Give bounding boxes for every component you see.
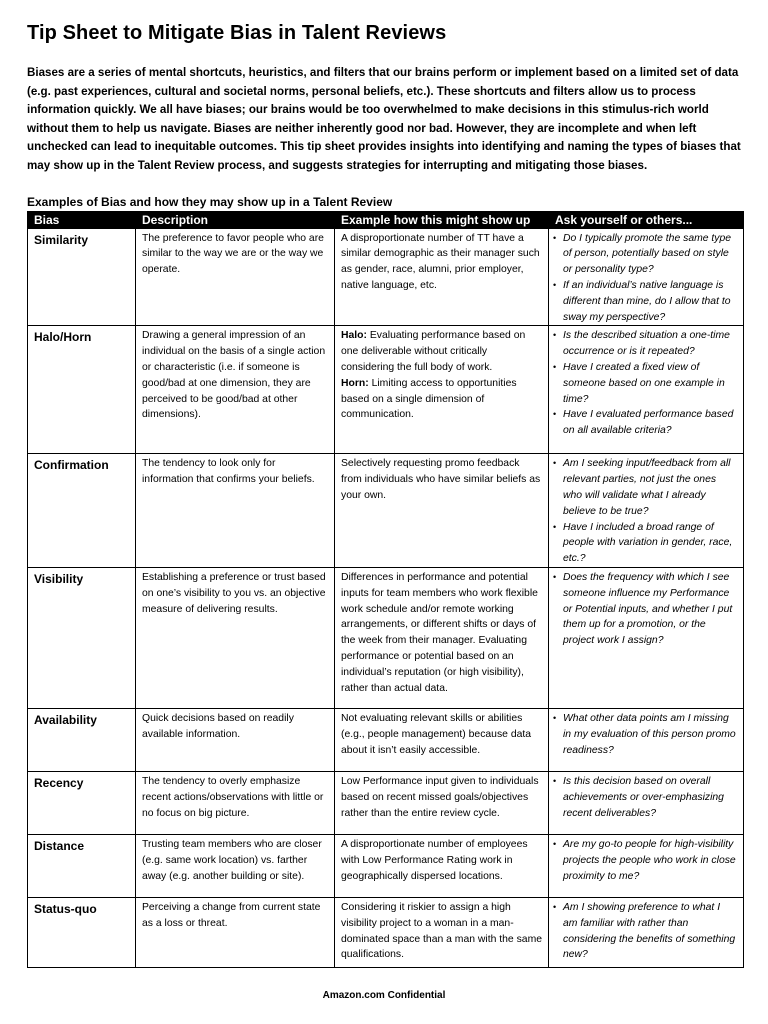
- ask-question-text: Am I showing preference to what I am familiar with rather than considering the benefits of something new?: [563, 901, 736, 961]
- bias-description-cell: The tendency to overly emphasize recent actions/observations with little or no focus on big picture.: [136, 771, 335, 834]
- example-block: [341, 837, 542, 884]
- bullet-icon: •: [553, 279, 557, 290]
- table-row: [28, 228, 744, 326]
- bias-example-cell: [335, 454, 549, 568]
- example-text: Considering it riskier to assign a high visibility project to a woman in a man-dominated space than a man with the same qualifications.: [341, 901, 543, 961]
- example-block: [341, 328, 542, 375]
- bullet-icon: •: [553, 409, 557, 420]
- bias-ask-cell: [549, 897, 744, 967]
- ask-question-text: Does the frequency with which I see someone influence my Performance or Potential inputs, and whether I put them up for a promotion, or the project work I assign?: [563, 571, 733, 647]
- ask-question-item: [553, 360, 737, 407]
- table-caption: Examples of Bias and how they may show up in a Talent Review: [27, 194, 393, 209]
- ask-question-item: [553, 278, 737, 325]
- example-text: Evaluating performance based on one deliverable without critically considering the full body of work.: [341, 330, 526, 373]
- bias-name-cell: Halo/Horn: [28, 326, 136, 454]
- ask-question-item: [553, 837, 737, 884]
- footer-confidential: Amazon.com Confidential: [322, 990, 446, 1001]
- ask-question-text: Have I included a broad range of people with variation in gender, race, etc.?: [563, 521, 733, 565]
- ask-question-text: Is the described situation a one-time occurrence or is it repeated?: [563, 330, 730, 358]
- example-text: Differences in performance and potential inputs for team members who work flexible work schedule and/or remote working arrangements, or different shifts or days of the week from their manager. Evaluating performance or potential based on an individual’s reputation (or high visibility), rather than actual data.: [341, 571, 538, 694]
- bias-example-cell: [335, 567, 549, 708]
- bias-description-cell: Trusting team members who are closer (e.g. same work location) vs. farther away (e.g. another building or site).: [136, 834, 335, 897]
- bias-example-cell: [335, 228, 549, 326]
- bullet-icon: •: [553, 775, 557, 786]
- bias-example-cell: [335, 897, 549, 967]
- bias-name-cell: Similarity: [28, 228, 136, 326]
- table-row: [28, 708, 744, 771]
- bias-name-cell: Availability: [28, 708, 136, 771]
- bullet-icon: •: [553, 361, 557, 372]
- bias-ask-cell: [549, 567, 744, 708]
- example-text: Limiting access to opportunities based on a single dimension of communication.: [341, 377, 517, 421]
- bias-name-cell: Visibility: [28, 567, 136, 708]
- example-text: Not evaluating relevant skills or abilities (e.g., people management) because data about it isn’t easily accessible.: [341, 712, 532, 756]
- bias-ask-cell: [549, 228, 744, 326]
- ask-question-text: Have I created a fixed view of someone based on one example in time?: [563, 361, 725, 405]
- bullet-icon: •: [553, 458, 557, 469]
- table-row: [28, 454, 744, 568]
- bias-table: [27, 211, 744, 968]
- bullet-icon: •: [553, 232, 557, 243]
- bullet-icon: •: [553, 571, 557, 582]
- example-label: Horn:: [341, 377, 369, 389]
- ask-question-text: Is this decision based on overall achievements or over-emphasizing recent deliverables?: [563, 775, 724, 819]
- example-block: [341, 376, 542, 423]
- bias-description-cell: The tendency to look only for information that confirms your beliefs.: [136, 454, 335, 568]
- bullet-icon: •: [553, 712, 557, 723]
- ask-question-item: [553, 900, 737, 963]
- table-row: [28, 897, 744, 967]
- column-header-description: Description: [136, 211, 335, 228]
- ask-question-text: What other data points am I missing in my evaluation of this person promo readiness?: [563, 712, 736, 756]
- example-block: [341, 456, 542, 503]
- ask-question-text: Am I seeking input/feedback from all relevant parties, not just the ones who will validate what I already believe to be true?: [563, 458, 731, 517]
- bias-example-cell: [335, 708, 549, 771]
- ask-question-text: Do I typically promote the same type of person, potentially based on style or personality type?: [563, 232, 732, 276]
- ask-question-text: Are my go-to people for high-visibility projects the people who work in close proximity to me?: [563, 838, 736, 882]
- example-block: [341, 231, 542, 294]
- example-text: Low Performance input given to individuals based on recent missed goals/objectives rather than the entire review cycle.: [341, 775, 539, 819]
- page-title: Tip Sheet to Mitigate Bias in Talent Reviews: [27, 22, 447, 44]
- bias-example-cell: [335, 771, 549, 834]
- example-text: A disproportionate number of TT have a similar demographic as their manager such as gender, race, alumni, prior employer, native language, etc.: [341, 232, 540, 291]
- bias-example-cell: [335, 834, 549, 897]
- bullet-icon: •: [553, 901, 557, 912]
- intro-paragraph: Biases are a series of mental shortcuts, heuristics, and filters that our brains perform or implement based on a limited set of data (e.g. past experiences, cultural and societal norms, personal beliefs, etc.). These shortcuts and filters allow us to process information quickly. We all have biases; our brains would be too overwhelmed to make decisions in this stimulus-rich world without them to help us navigate. Biases are neither inherently good nor bad. However, they are incomplete and when left unchecked can lead to inequitable outcomes. This tip sheet provides insights into identifying and naming the types of biases that may show up in the Talent Review process, and suggests strategies for interrupting and mitigating those biases.: [27, 66, 741, 172]
- bullet-icon: •: [553, 521, 557, 532]
- ask-question-text: Have I evaluated performance based on all available criteria?: [563, 409, 734, 437]
- bias-name-cell: Confirmation: [28, 454, 136, 568]
- bias-table-body: [28, 228, 744, 967]
- bias-name-cell: Distance: [28, 834, 136, 897]
- table-row: [28, 834, 744, 897]
- example-block: [341, 774, 542, 821]
- example-text: Selectively requesting promo feedback from individuals who have similar beliefs as your own.: [341, 458, 541, 501]
- bullet-icon: •: [553, 838, 557, 849]
- bias-ask-cell: [549, 454, 744, 568]
- ask-question-item: [553, 456, 737, 519]
- bias-description-cell: Establishing a preference or trust based on one’s visibility to you vs. an objective measure of delivering results.: [136, 567, 335, 708]
- example-block: [341, 900, 542, 963]
- table-row: [28, 326, 744, 454]
- bias-ask-cell: [549, 834, 744, 897]
- table-header-row: [28, 211, 744, 228]
- bias-name-cell: Status-quo: [28, 897, 136, 967]
- ask-question-item: [553, 231, 737, 278]
- example-block: [341, 570, 542, 696]
- example-block: [341, 711, 542, 758]
- bias-description-cell: Quick decisions based on readily available information.: [136, 708, 335, 771]
- example-text: A disproportionate number of employees with Low Performance Rating work in geographically dispersed locations.: [341, 838, 528, 882]
- bias-name-cell: Recency: [28, 771, 136, 834]
- example-label: Halo:: [341, 330, 367, 342]
- bias-ask-cell: [549, 708, 744, 771]
- bias-description-cell: The preference to favor people who are similar to the way we are or the way we operate.: [136, 228, 335, 326]
- ask-question-item: [553, 711, 737, 758]
- table-row: [28, 771, 744, 834]
- bias-ask-cell: [549, 326, 744, 454]
- ask-question-item: [553, 570, 737, 649]
- bias-description-cell: Drawing a general impression of an individual on the basis of a single action or characteristic (i.e. if someone is good/bad at one dimension, they are perceived to be good/bad at other dimensions).: [136, 326, 335, 454]
- column-header-ask: Ask yourself or others...: [549, 211, 744, 228]
- bias-example-cell: [335, 326, 549, 454]
- ask-question-text: If an individual’s native language is different than mine, do I allow that to sway my perspective?: [563, 279, 731, 323]
- bias-description-cell: Perceiving a change from current state as a loss or threat.: [136, 897, 335, 967]
- column-header-example: Example how this might show up: [335, 211, 549, 228]
- ask-question-item: [553, 774, 737, 821]
- ask-question-item: [553, 520, 737, 567]
- bias-ask-cell: [549, 771, 744, 834]
- tip-sheet-page: [27, 18, 743, 968]
- table-row: [28, 567, 744, 708]
- ask-question-item: [553, 328, 737, 360]
- ask-question-item: [553, 407, 737, 439]
- column-header-bias: Bias: [28, 211, 136, 228]
- bullet-icon: •: [553, 330, 557, 341]
